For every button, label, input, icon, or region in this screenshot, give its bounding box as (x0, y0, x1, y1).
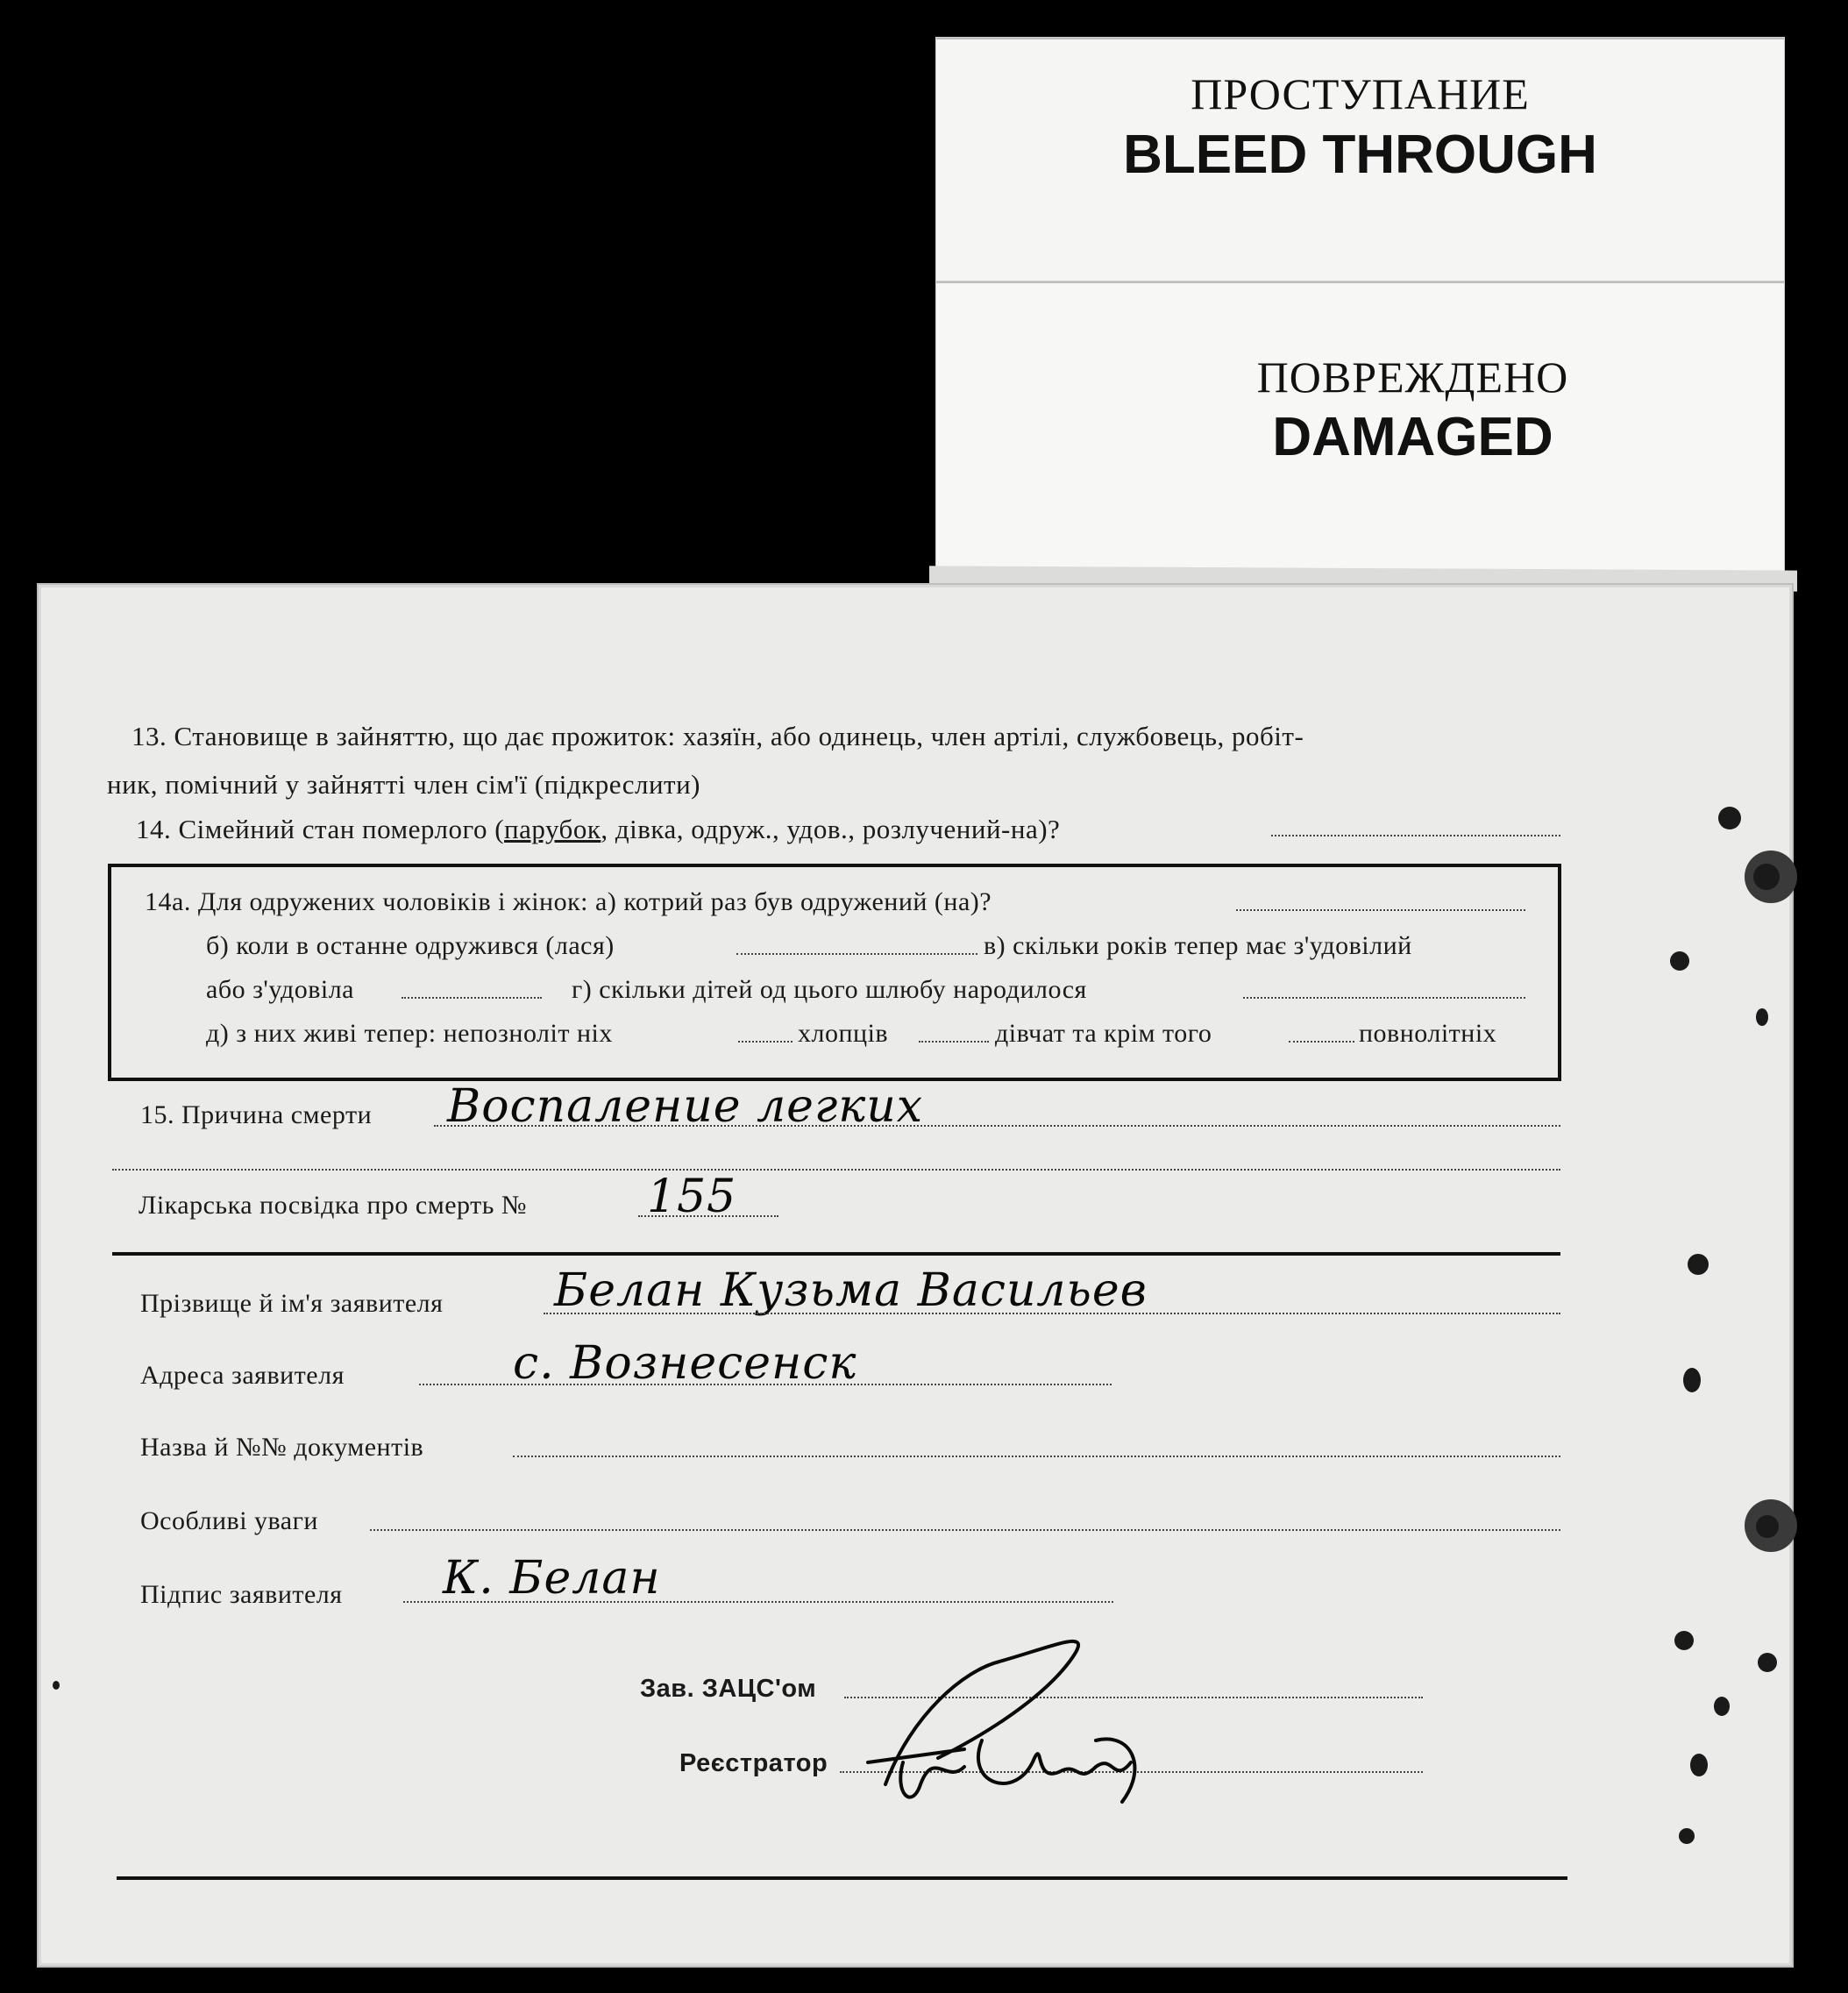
damage-hole (1670, 951, 1689, 971)
item14a-line3a: або з'удовіла (206, 975, 354, 1004)
remarks-label: Особливі уваги (140, 1506, 318, 1535)
item14a-v-answer-line (402, 997, 542, 999)
applicant-name-label: Прізвище й ім'я заявителя (140, 1289, 444, 1318)
item15-label: 15. Причина смерти (140, 1100, 373, 1129)
bleed-through-label-card (935, 37, 1785, 284)
bottom-divider (117, 1876, 1567, 1880)
certificate-number-handwritten: 155 (647, 1171, 737, 1223)
applicant-address-handwritten: с. Вознесенск (513, 1337, 857, 1390)
signature-answer-line (403, 1601, 1113, 1603)
registrar-label: Реєстратор (679, 1749, 828, 1777)
damage-hole (1753, 864, 1780, 890)
damage-hole (1688, 1254, 1709, 1275)
item14-suffix: , дівка, одруж., удов., розлучений-на)? (601, 814, 1061, 844)
item14a-line3b: г) скільки дітей од цього шлюбу народилося (572, 975, 1087, 1004)
bleed-through-ru-label: ПРОСТУПАНИЕ (1191, 69, 1530, 118)
head-of-registry-label: Зав. ЗАЦС'ом (640, 1675, 817, 1703)
item14a-line2a: б) коли в останне одружився (лася) (206, 931, 615, 960)
item15-answer-line (434, 1125, 1560, 1127)
damage-hole (1683, 1368, 1701, 1392)
bleed-through-en-label: BLEED THROUGH (1123, 125, 1597, 185)
item14a-d1-answer-line (738, 1041, 793, 1043)
signature-label: Підпис заявителя (140, 1580, 343, 1609)
item14a-line4c: дівчат та крім того (995, 1019, 1212, 1048)
item14-answer-line (1271, 835, 1560, 836)
applicant-address-label: Адреса заявителя (140, 1361, 345, 1390)
damaged-en-label: DAMAGED (1272, 407, 1553, 467)
item14a-line4b: хлопців (798, 1019, 889, 1048)
documents-answer-line (513, 1456, 1560, 1457)
applicant-name-answer-line (544, 1313, 1560, 1314)
item14a-d2-answer-line (919, 1041, 989, 1043)
item14a-b-answer-line (736, 953, 977, 955)
damage-speck (53, 1681, 60, 1690)
card-fold-line (936, 281, 1784, 283)
card-fold-line (936, 38, 1784, 39)
item13-line2: ник, помічний у зайнятті член сім'ї (підкреслити) (107, 769, 700, 800)
registrar-signature-mark (833, 1609, 1166, 1837)
damage-hole (1674, 1631, 1694, 1650)
damaged-label-card (935, 281, 1785, 572)
item14a-line2b: в) скільки років тепер має з'удовілий (984, 931, 1412, 960)
item15-answer-line-2 (112, 1169, 1560, 1171)
item14a-d3-answer-line (1289, 1041, 1354, 1043)
item14-prefix: 14. Сімейний стан померлого ( (136, 814, 505, 844)
damage-hole (1756, 1008, 1768, 1026)
applicant-name-handwritten: Белан Кузьма Васильев (554, 1264, 1148, 1317)
damage-hole (1679, 1828, 1695, 1844)
item14a-a-answer-line (1236, 909, 1525, 911)
applicant-address-answer-line (419, 1384, 1112, 1385)
damage-hole (1758, 1653, 1777, 1672)
item14a-line4d: повнолітніх (1359, 1019, 1497, 1048)
damage-hole (1690, 1754, 1708, 1776)
cause-of-death-handwritten: Воспаление легких (447, 1080, 924, 1133)
applicant-signature-handwritten: К. Белан (443, 1552, 661, 1605)
item14a-g-answer-line (1243, 997, 1525, 999)
damage-hole (1756, 1515, 1779, 1538)
section-divider (112, 1252, 1560, 1256)
documents-label: Назва й №№ документів (140, 1433, 424, 1462)
certificate-answer-line (638, 1215, 778, 1217)
damage-hole (1718, 807, 1741, 829)
damage-hole (1714, 1697, 1730, 1716)
remarks-answer-line (370, 1529, 1560, 1531)
item14a-line4a: д) з них живі тепер: непозноліт ніх (206, 1019, 613, 1048)
item14-underlined-option: парубок (504, 814, 601, 844)
item13-line1: 13. Становище в зайняттю, що дає прожиток: хазяїн, або одинець, член артілі, службовець, робіт- (131, 721, 1304, 751)
damaged-ru-label: ПОВРЕЖДЕНО (1256, 352, 1569, 402)
certificate-label: Лікарська посвідка про смерть № (139, 1191, 528, 1220)
item14a-line1: 14а. Для одружених чоловіків і жінок: а) котрий раз був одружений (на)? (145, 887, 992, 916)
item14-label (136, 814, 1060, 845)
